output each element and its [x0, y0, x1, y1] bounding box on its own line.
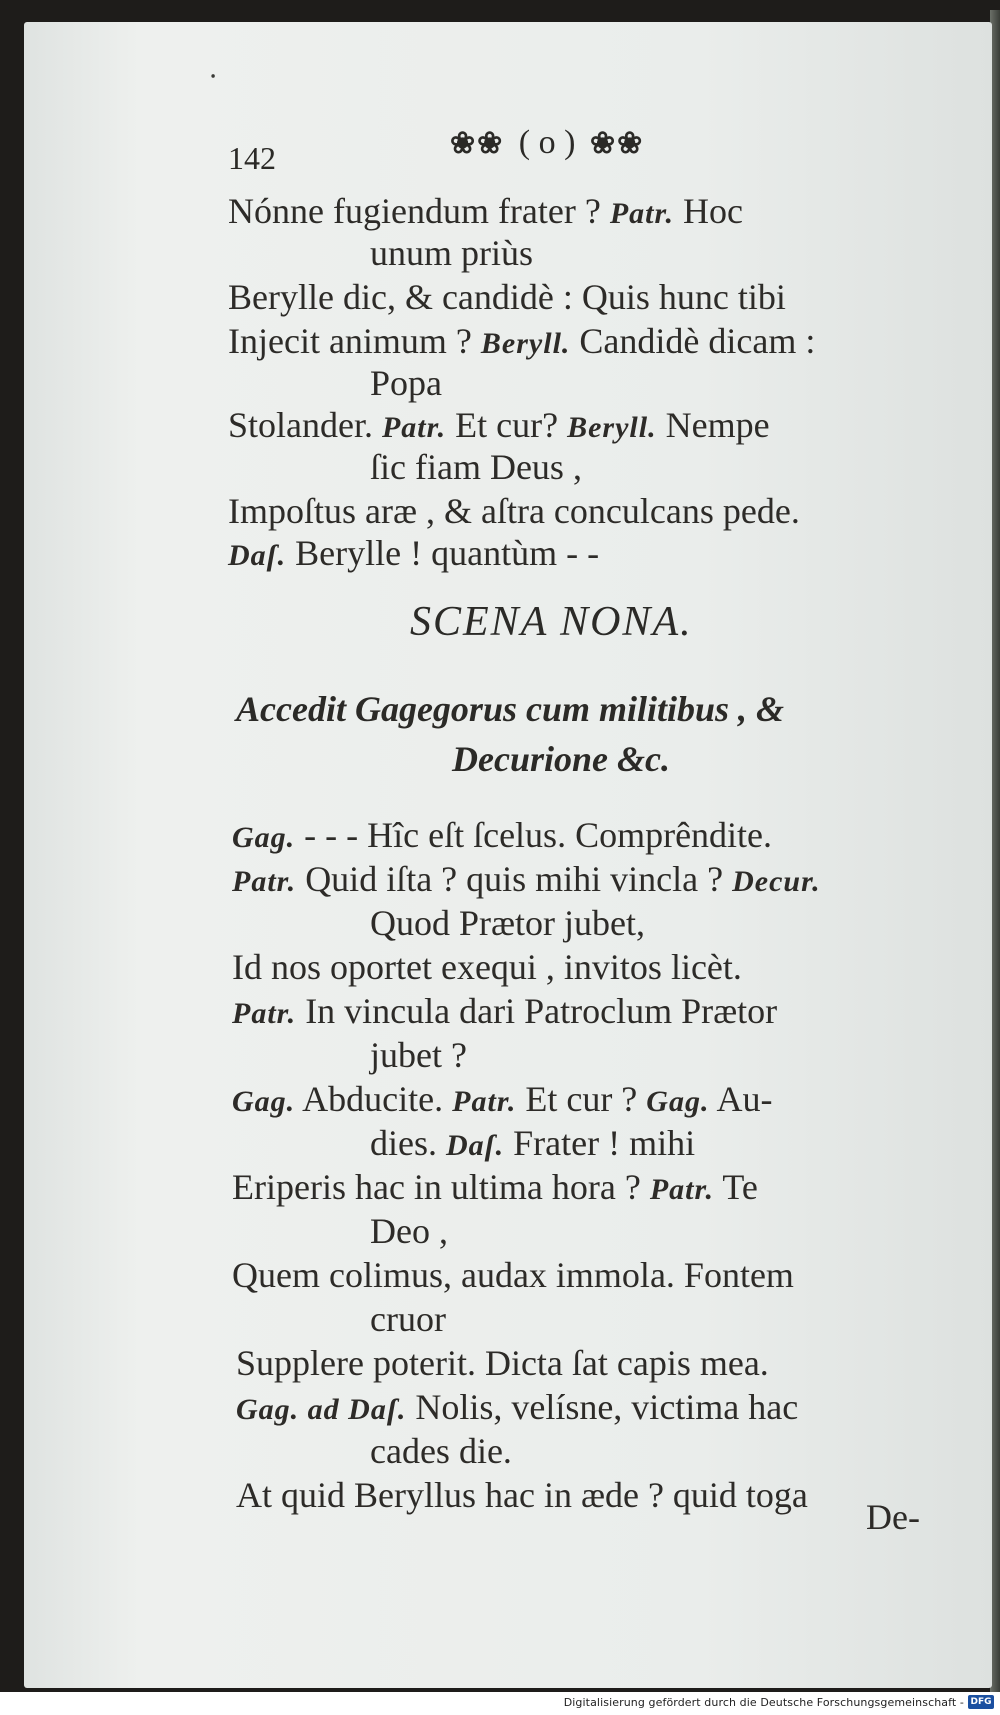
verse-text: Id nos oportet exequi , invitos licèt. [232, 947, 742, 987]
bottom-line-15 [370, 1430, 512, 1472]
top-line-2 [370, 232, 533, 274]
verse-text: ſic fiam Deus , [370, 447, 582, 487]
speaker-name: Gag. [232, 821, 296, 854]
running-header [450, 124, 750, 164]
bottom-line-10 [370, 1210, 448, 1252]
top-line-5 [370, 362, 442, 404]
verse-text: cades die. [370, 1431, 512, 1471]
speaker-name: Gag. [232, 1085, 296, 1118]
verse-text: Et cur? [446, 405, 568, 445]
top-line-8 [228, 490, 800, 532]
verse-text: Quod Prætor jubet, [370, 903, 645, 943]
speaker-name: Patr. [649, 1173, 715, 1206]
verse-text: dies. [370, 1123, 446, 1163]
speaker-name: Patr. [452, 1085, 517, 1118]
top-line-9 [228, 532, 599, 577]
verse-text: Quid iſta ? quis mihi vincla ? [296, 859, 733, 899]
stage-direction-line-1: Accedit Gagegorus cum militibus , & [236, 689, 785, 729]
bottom-line-2 [232, 858, 821, 903]
speaker-name: Beryll. [567, 411, 657, 444]
ornament-right-icon: ❀❀ [589, 127, 645, 160]
top-line-1 [228, 190, 743, 235]
bottom-line-3 [370, 902, 645, 944]
verse-text: jubet ? [370, 1035, 467, 1075]
speaker-name: Patr. [381, 411, 447, 444]
bottom-line-9 [232, 1166, 758, 1211]
verse-text: Stolander. [228, 405, 382, 445]
verse-text: Berylle ! quantùm - - [286, 533, 600, 573]
header-center: ( o ) [518, 124, 576, 161]
verse-text: - - - Hîc eſt ſcelus. Comprêndite. [295, 815, 773, 855]
verse-text: In vincula dari Patroclum Prætor [296, 991, 778, 1031]
ornament-left-icon: ❀❀ [450, 127, 505, 160]
top-line-7 [370, 446, 582, 488]
speaker-name: Gag. [646, 1085, 710, 1118]
speaker-name: Beryll. [480, 327, 571, 360]
verse-text: Frater ! mihi [504, 1123, 696, 1163]
verse-text: Et cur ? [516, 1079, 647, 1119]
catchword: De- [866, 1497, 920, 1537]
bottom-line-5 [232, 990, 777, 1035]
stage-direction-line-2: Decurione &c. [452, 739, 670, 779]
verse-text: Popa [370, 363, 442, 403]
speaker-name: Gag. ad Daſ. [236, 1393, 407, 1426]
bottom-line-7 [232, 1078, 772, 1123]
top-line-3 [228, 276, 786, 318]
verse-text: Candidè dicam : [570, 321, 816, 361]
footer-bar [0, 1692, 1000, 1715]
verse-text: Te [714, 1167, 758, 1207]
bottom-line-1 [232, 814, 772, 859]
speaker-name: Daſ. [228, 539, 287, 572]
verse-text: Deo , [370, 1211, 448, 1251]
verse-text: Au- [709, 1079, 773, 1119]
bottom-line-4 [232, 946, 742, 988]
speaker-name: Patr. [609, 197, 675, 230]
verse-text: Quem colimus, audax immola. Fontem [232, 1255, 794, 1295]
scene-title: SCENA NONA. [410, 599, 693, 645]
verse-text: Supplere poterit. Dicta ſat capis mea. [236, 1343, 769, 1383]
verse-text: Injecit animum ? [228, 321, 481, 361]
verse-text: Nolis, velísne, victima hac [406, 1387, 799, 1427]
speaker-name: Decur. [732, 865, 821, 898]
bottom-line-11 [232, 1254, 794, 1296]
page-number: 142 [228, 140, 276, 176]
top-line-6 [228, 404, 770, 449]
top-line-4 [228, 320, 815, 365]
bottom-line-8 [370, 1122, 695, 1167]
verse-text: At quid Beryllus hac in æde ? quid toga [236, 1475, 808, 1515]
verse-text: Impoſtus aræ , & aſtra conculcans pede. [228, 491, 800, 531]
verse-text: Hoc [674, 191, 744, 231]
funding-credit: Digitalisierung gefördert durch die Deutsche Forschungsgemeinschaft - [563, 1696, 964, 1709]
verse-text: Nempe [656, 405, 770, 445]
dfg-logo: DFG [968, 1695, 994, 1709]
speaker-name: Patr. [232, 865, 297, 898]
bottom-line-13 [236, 1342, 769, 1384]
bottom-line-12 [370, 1298, 446, 1340]
verse-text: unum priùs [370, 233, 534, 273]
bottom-line-6 [370, 1034, 467, 1076]
speaker-name: Daſ. [446, 1129, 505, 1162]
bottom-line-14 [236, 1386, 798, 1431]
verse-text: Berylle dic, & candidè : Quis hunc tibi [228, 277, 786, 317]
speaker-name: Patr. [232, 997, 297, 1030]
verse-text: Eriperis hac in ultima hora ? [232, 1167, 650, 1207]
verse-text: cruor [370, 1299, 446, 1339]
verse-text: Nónne fugiendum frater ? [228, 191, 610, 231]
verse-text: Abducite. [295, 1079, 453, 1119]
ink-speck: ꞏ [210, 66, 217, 88]
